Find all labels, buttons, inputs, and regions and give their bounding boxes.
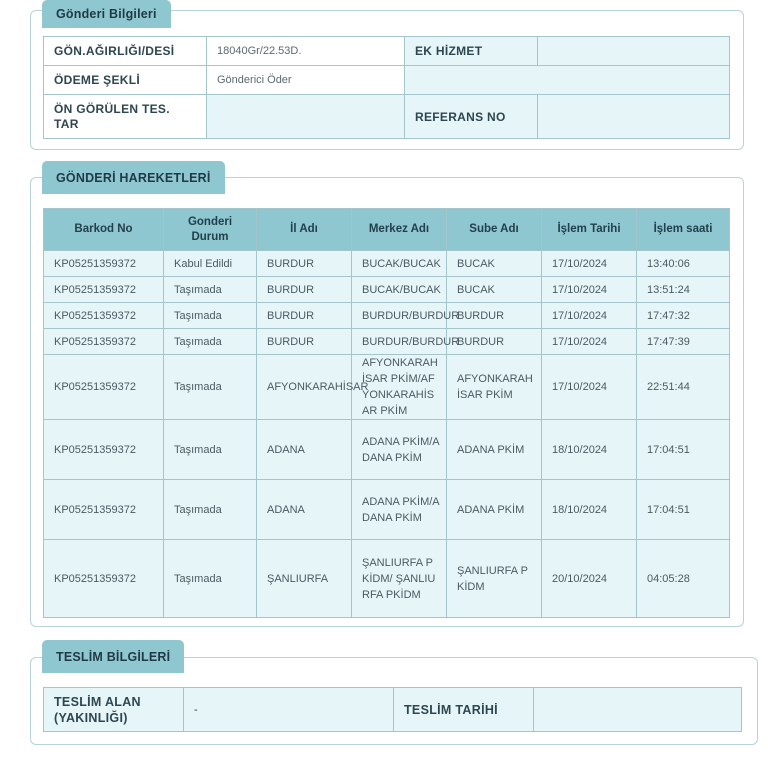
- cell-city: AFYONKARAHİSAR: [257, 355, 352, 420]
- cell-city: BURDUR: [257, 277, 352, 303]
- delivery-tab: TESLİM BİLGİLERİ: [42, 640, 184, 673]
- delivery-row: [44, 688, 742, 732]
- col-time: İşlem saati: [637, 209, 730, 251]
- cell-branch: BURDUR: [447, 303, 542, 329]
- cell-branch: ŞANLIURFA PKİDM: [447, 540, 542, 618]
- cell-barcode: KP05251359372: [44, 277, 164, 303]
- table-row: [44, 540, 730, 618]
- col-city: İl Adı: [257, 209, 352, 251]
- cell-center: BUCAK/BUCAK: [352, 277, 447, 303]
- shipment-info-tab: Gönderi Bilgileri: [42, 0, 171, 28]
- cell-date: 17/10/2024: [542, 303, 637, 329]
- movements-header-row: [44, 209, 730, 251]
- cell-city: ŞANLIURFA: [257, 540, 352, 618]
- cell-branch: BURDUR: [447, 329, 542, 355]
- cell-barcode: KP05251359372: [44, 540, 164, 618]
- cell-city: ADANA: [257, 420, 352, 480]
- cell-center: BURDUR/BURDUR: [352, 303, 447, 329]
- table-row: [44, 480, 730, 540]
- cell-center: ADANA PKİM/ADANA PKİM: [352, 420, 447, 480]
- cell-branch: ADANA PKİM: [447, 480, 542, 540]
- cell-time: 22:51:44: [637, 355, 730, 420]
- cell-barcode: KP05251359372: [44, 329, 164, 355]
- cell-status: Taşımada: [164, 277, 257, 303]
- movements-tab: GÖNDERİ HAREKETLERİ: [42, 161, 225, 194]
- movements-table: [43, 208, 730, 618]
- cell-status: Kabul Edildi: [164, 251, 257, 277]
- cell-time: 13:40:06: [637, 251, 730, 277]
- col-branch: Sube Adı: [447, 209, 542, 251]
- col-barcode: Barkod No: [44, 209, 164, 251]
- delivery-date-label: TESLİM TARİHİ: [394, 688, 534, 732]
- cell-center: AFYONKARAHİSAR PKİM/AFYONKARAHİSAR PKİM: [352, 355, 447, 420]
- delivery-date-value: [534, 688, 742, 732]
- cell-status: Taşımada: [164, 355, 257, 420]
- reference-label: REFERANS NO: [405, 95, 538, 139]
- expected-date-label: ÖN GÖRÜLEN TES. TAR: [44, 95, 207, 139]
- cell-barcode: KP05251359372: [44, 303, 164, 329]
- cell-city: BURDUR: [257, 303, 352, 329]
- col-date: İşlem Tarihi: [542, 209, 637, 251]
- cell-time: 17:04:51: [637, 480, 730, 540]
- cell-barcode: KP05251359372: [44, 355, 164, 420]
- receiver-value: -: [184, 688, 394, 732]
- weight-label: GÖN.AĞIRLIĞI/DESİ: [44, 37, 207, 66]
- cell-date: 18/10/2024: [542, 420, 637, 480]
- cell-center: ŞANLIURFA PKİDM/ ŞANLIURFA PKİDM: [352, 540, 447, 618]
- cell-status: Taşımada: [164, 420, 257, 480]
- cell-status: Taşımada: [164, 480, 257, 540]
- col-center: Merkez Adı: [352, 209, 447, 251]
- receiver-label: TESLİM ALAN (YAKINLIĞI): [44, 688, 184, 732]
- cell-center: ADANA PKİM/ADANA PKİM: [352, 480, 447, 540]
- cell-time: 17:47:32: [637, 303, 730, 329]
- payment-value: Gönderici Öder: [207, 66, 405, 95]
- delivery-table: [43, 687, 742, 732]
- payment-row: [44, 66, 730, 95]
- expected-date-row: [44, 95, 730, 139]
- cell-date: 17/10/2024: [542, 355, 637, 420]
- extra-service-label: EK HİZMET: [405, 37, 538, 66]
- cell-time: 17:47:39: [637, 329, 730, 355]
- extra-service-value: [538, 37, 730, 66]
- payment-label: ÖDEME ŞEKLİ: [44, 66, 207, 95]
- table-row: [44, 277, 730, 303]
- cell-time: 13:51:24: [637, 277, 730, 303]
- cell-barcode: KP05251359372: [44, 251, 164, 277]
- expected-date-value: [207, 95, 405, 139]
- cell-branch: AFYONKARAHİSAR PKİM: [447, 355, 542, 420]
- col-status: Gonderi Durum: [164, 209, 257, 251]
- cell-date: 17/10/2024: [542, 329, 637, 355]
- cell-date: 17/10/2024: [542, 251, 637, 277]
- cell-branch: BUCAK: [447, 277, 542, 303]
- cell-city: ADANA: [257, 480, 352, 540]
- cell-status: Taşımada: [164, 303, 257, 329]
- table-row: [44, 420, 730, 480]
- table-row: [44, 303, 730, 329]
- cell-branch: BUCAK: [447, 251, 542, 277]
- table-row: [44, 329, 730, 355]
- weight-row: [44, 37, 730, 66]
- cell-barcode: KP05251359372: [44, 480, 164, 540]
- cell-city: BURDUR: [257, 251, 352, 277]
- shipment-info-table: [43, 36, 730, 139]
- weight-value: 18040Gr/22.53D.: [207, 37, 405, 66]
- cell-branch: ADANA PKİM: [447, 420, 542, 480]
- cell-date: 18/10/2024: [542, 480, 637, 540]
- cell-center: BURDUR/BURDUR: [352, 329, 447, 355]
- cell-status: Taşımada: [164, 540, 257, 618]
- payment-row-blank: [405, 66, 730, 95]
- cell-date: 17/10/2024: [542, 277, 637, 303]
- cell-status: Taşımada: [164, 329, 257, 355]
- cell-time: 04:05:28: [637, 540, 730, 618]
- cell-center: BUCAK/BUCAK: [352, 251, 447, 277]
- cell-time: 17:04:51: [637, 420, 730, 480]
- table-row: [44, 251, 730, 277]
- cell-date: 20/10/2024: [542, 540, 637, 618]
- table-row: [44, 355, 730, 420]
- cell-barcode: KP05251359372: [44, 420, 164, 480]
- reference-value: [538, 95, 730, 139]
- cell-city: BURDUR: [257, 329, 352, 355]
